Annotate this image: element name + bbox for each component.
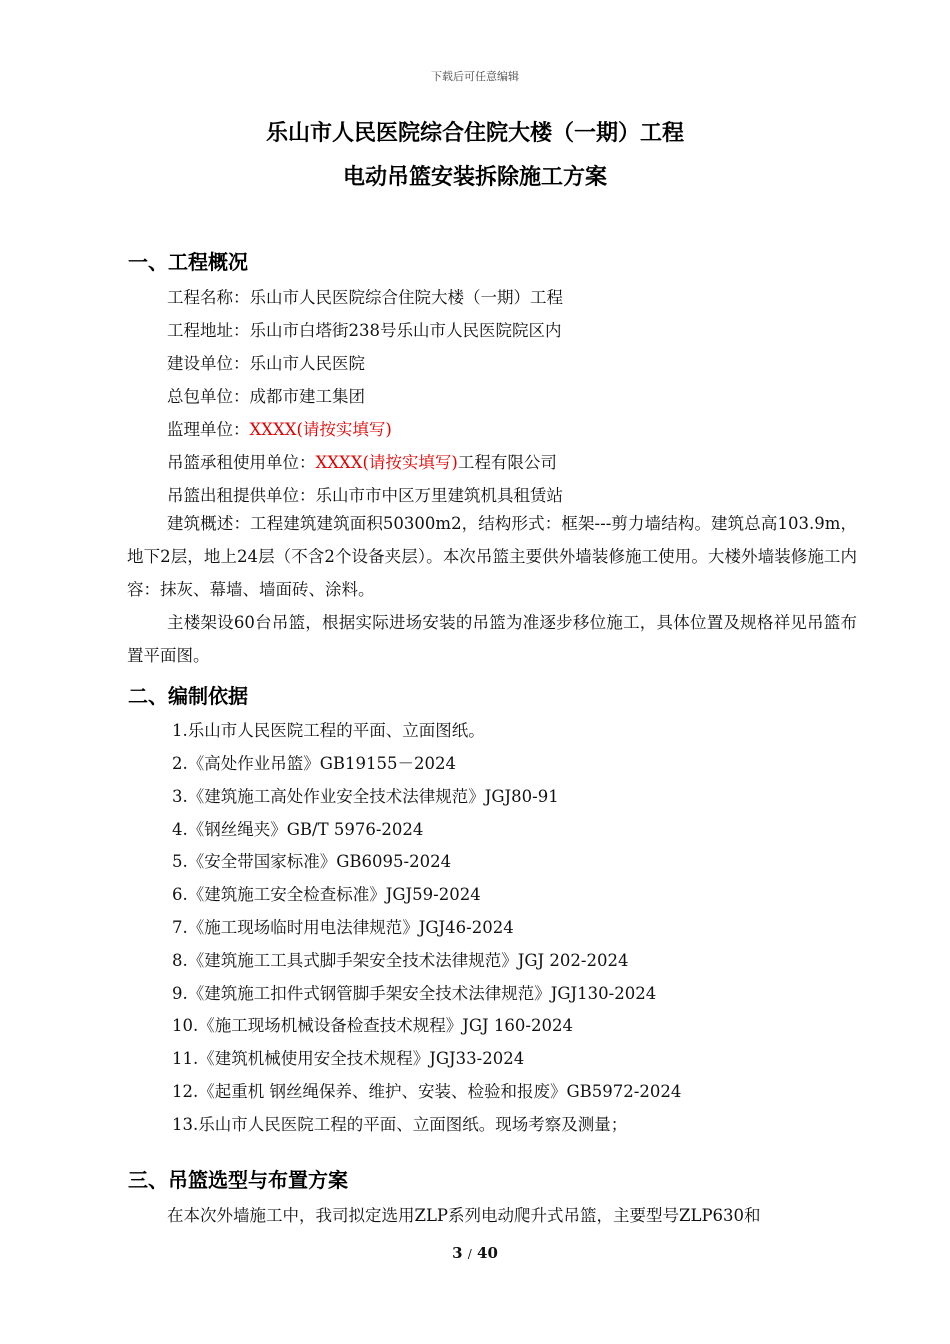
supervisor-placeholder: XXXX(请按实填写) <box>249 420 392 439</box>
reference-item: 9.《建筑施工扣件式钢管脚手架安全技术法律规范》JGJ130-2024 <box>172 984 657 1003</box>
reference-item: 6.《建筑施工安全检查标准》JGJ59-2024 <box>172 885 481 904</box>
renter-placeholder: XXXX(请按实填写) <box>315 453 458 472</box>
renter-label: 吊篮承租使用单位： <box>167 453 316 472</box>
reference-item: 11.《建筑机械使用安全技术规程》JGJ33-2024 <box>172 1049 525 1068</box>
page-separator: / <box>467 1247 472 1261</box>
reference-item: 1.乐山市人民医院工程的平面、立面图纸。 <box>172 721 485 740</box>
owner-unit: 建设单位：乐山市人民医院 <box>167 354 365 373</box>
section1-heading: 一、工程概况 <box>128 250 248 274</box>
building-overview: 建筑概述：工程建筑建筑面积50300m2，结构形式：框架---剪力墙结构。建筑总高103.9m，地下2层，地上24层（不含2个设备夹层）。本次吊篮主要供外墙装修施工使用。大楼外墙装修施工内容：抹灰、幕墙、墙面砖、涂料。 <box>127 514 857 599</box>
reference-item: 7.《施工现场临时用电法律规范》JGJ46-2024 <box>172 918 514 937</box>
reference-item: 8.《建筑施工工具式脚手架安全技术法律规范》JGJ 202-2024 <box>172 951 629 970</box>
provider-unit: 吊篮出租提供单位：乐山市市中区万里建筑机具租赁站 <box>167 486 563 505</box>
project-address: 工程地址：乐山市白塔街238号乐山市人民医院院区内 <box>167 321 562 340</box>
reference-item: 2.《高处作业吊篮》GB19155－2024 <box>172 754 457 773</box>
basket-layout: 主楼架设60台吊篮，根据实际进场安装的吊篮为准逐步移位施工，具体位置及规格祥见吊篮布置平面图。 <box>127 613 857 665</box>
section3-heading: 三、吊篮选型与布置方案 <box>128 1168 348 1192</box>
supervisor-label: 监理单位： <box>167 420 250 439</box>
page-number <box>0 1244 950 1262</box>
page-header: 下载后可任意编辑 <box>431 70 519 83</box>
section2-heading: 二、编制依据 <box>128 684 248 708</box>
contractor-unit: 总包单位：成都市建工集团 <box>167 387 365 406</box>
reference-item: 10.《施工现场机械设备检查技术规程》JGJ 160-2024 <box>172 1016 573 1035</box>
renter-suffix: 工程有限公司 <box>457 453 557 472</box>
renter-unit <box>167 449 557 473</box>
document-title-line2: 电动吊篮安装拆除施工方案 <box>342 165 607 190</box>
project-name: 工程名称：乐山市人民医院综合住院大楼（一期）工程 <box>167 288 563 307</box>
total-pages: 40 <box>477 1244 498 1262</box>
reference-item: 12.《起重机 钢丝绳保养、维护、安装、检验和报废》GB5972-2024 <box>172 1082 682 1101</box>
supervisor-unit <box>167 416 392 440</box>
reference-item: 3.《建筑施工高处作业安全技术法律规范》JGJ80-91 <box>172 787 559 806</box>
document-title-line1: 乐山市人民医院综合住院大楼（一期）工程 <box>265 121 684 146</box>
section3-paragraph: 在本次外墙施工中，我司拟定选用ZLP系列电动爬升式吊篮，主要型号ZLP630和 <box>167 1206 761 1225</box>
current-page: 3 <box>452 1244 463 1262</box>
reference-item: 5.《安全带国家标准》GB6095-2024 <box>172 852 452 871</box>
reference-item: 4.《钢丝绳夹》GB/T 5976-2024 <box>172 820 424 839</box>
reference-item: 13.乐山市人民医院工程的平面、立面图纸。现场考察及测量； <box>172 1115 628 1134</box>
